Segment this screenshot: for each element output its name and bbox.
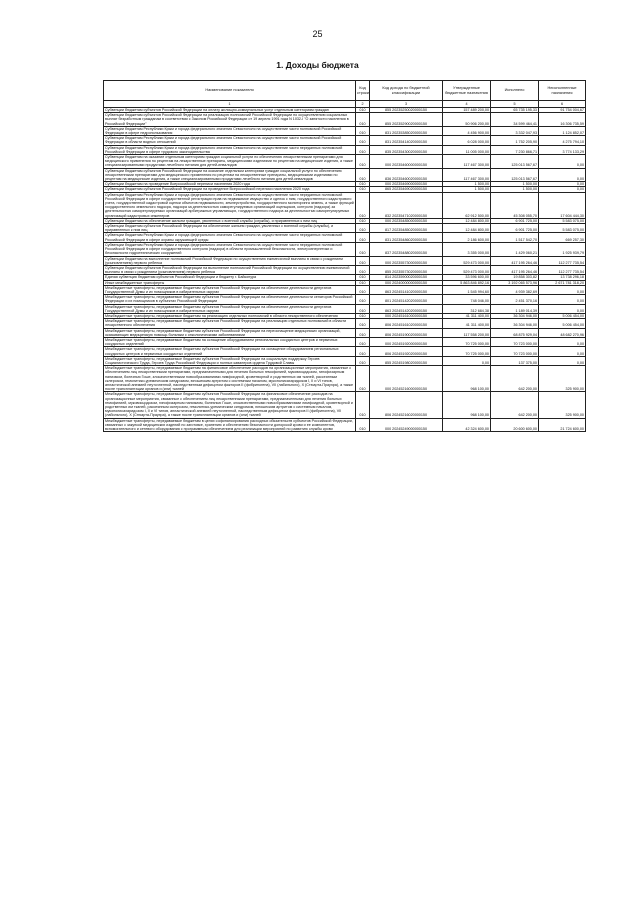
row-executed: 1 429 060,21 bbox=[491, 242, 539, 256]
row-executed: 3 192 065 573,96 bbox=[491, 280, 539, 285]
row-budget-code: 832 20235471020000150 bbox=[370, 192, 443, 218]
row-budget-code: 000 20245161000000150 bbox=[370, 313, 443, 318]
row-line-code: 010 bbox=[356, 256, 370, 265]
row-executed: 137 375,00 bbox=[491, 356, 539, 365]
row-line-code: 010 bbox=[356, 224, 370, 233]
row-name: Единая субвенция бюджетам субъектов Российской Федерации и бюджету г. Байконура bbox=[104, 275, 356, 280]
table-row bbox=[104, 113, 586, 127]
row-unexecuted: 3 774 133,29 bbox=[539, 145, 586, 154]
row-approved: 1 500,00 bbox=[443, 182, 491, 187]
row-name: Субвенции бюджетам Республики Крым и города федерального значения Севастополя на осуществление части полномочий Российской Федерации в области водных отношений bbox=[104, 136, 356, 145]
row-line-code: 010 bbox=[356, 113, 370, 127]
row-approved: 11 005 000,00 bbox=[443, 145, 491, 154]
row-line-code: 010 bbox=[356, 366, 370, 392]
row-name: Субвенции бюджетам Республики Крым и города федерального значения Севастополя на осуществление части переданных полномочий Российской Федерации в сфере государственного контроля (надзора) в области промышленной безопасности, электроэнергетики и безопасности гидротехнических сооружений bbox=[104, 242, 356, 256]
row-unexecuted: 0,00 bbox=[539, 304, 586, 313]
row-budget-code: 831 20235385020000150 bbox=[370, 126, 443, 135]
column-number: 2 bbox=[356, 101, 370, 108]
row-approved: 4 456 900,00 bbox=[443, 126, 491, 135]
column-number: 6 bbox=[539, 101, 586, 108]
row-unexecuted: 0,00 bbox=[539, 337, 586, 346]
row-unexecuted: 0,00 bbox=[539, 155, 586, 169]
row-name: Межбюджетные трансферты, передаваемые бюджетам субъектов Российской Федерации на финансовое обеспечение расходов на организационные мероприятия, связанные с обеспечением лиц лекарственными препаратами, предназначенными для лечения больных гемофилией, муковисцидозом, гипофизарным нанизмом, болезнью Гоше, злокачественными новообразованиями лимфоидной, кроветворной и родственных им тканей, рассеянным склерозом, гемолитико-уремическим синдромом, юношеским артритом с системным началом, мукополисахаридозом I, II и VI типов, апластической анемией неуточненной, наследственным дефицитом факторов II (фибриногена), VII (лабильного), X (Стюарта-Прауэра), а также после трансплантации органов и (или) тканей bbox=[104, 392, 356, 418]
row-approved: 157 489 200,00 bbox=[443, 108, 491, 113]
row-unexecuted: 5 006 454,00 bbox=[539, 319, 586, 328]
row-budget-code: 835 20235430020000150 bbox=[370, 145, 443, 154]
row-name: Субвенции бюджетам субъектов Российской Федерации на оплату жилищно-коммунальных услуг отдельным категориям граждан bbox=[104, 108, 356, 113]
row-name: Субвенции бюджетам субъектов Российской Федерации на обеспечение жильем граждан, уволенных с военной службы (службы), и приравненных к ним лиц bbox=[104, 224, 356, 233]
table-row bbox=[104, 285, 586, 294]
row-unexecuted: 669 257,30 bbox=[539, 233, 586, 242]
row-executed: 1 500,00 bbox=[491, 187, 539, 192]
row-executed: 125 013 567,67 bbox=[491, 168, 539, 182]
header-plan: Утвержденные бюджетные назначения bbox=[443, 81, 491, 101]
row-name: Субвенции бюджетам Республики Крым и города федерального значения Севастополя на осуществление части переданных полномочий Российской Федерации в сфере трудового законодательства bbox=[104, 145, 356, 154]
row-line-code: 010 bbox=[356, 155, 370, 169]
row-budget-code: 806 20245192020000150 bbox=[370, 347, 443, 356]
row-unexecuted: 0,00 bbox=[539, 182, 586, 187]
row-executed: 70 723 000,00 bbox=[491, 337, 539, 346]
row-unexecuted: 112 277 735,54 bbox=[539, 256, 586, 265]
row-name: Субвенции бюджетам субъектов Российской Федерации на выполнение полномочий Российской Федерации по осуществлению ежемесячной выплаты в связи с рождением (усыновлением) первого ребенка bbox=[104, 265, 356, 274]
row-budget-code: 831 20235486020000150 bbox=[370, 233, 443, 242]
row-unexecuted: 17 604 444,30 bbox=[539, 192, 586, 218]
table-row bbox=[104, 233, 586, 242]
table-row bbox=[104, 392, 586, 418]
row-name: Субвенции бюджетам субъектов Российской Федерации на оказание отдельным категориям граждан социальной услуги по обеспечению лекарственными препаратами для медицинского применения по рецептам на лекарственные препараты, медицинскими изделиями по рецептам на медицинские изделия, а также специализированными продуктами лечебного питания для детей-инвалидов bbox=[104, 168, 356, 182]
row-name: Межбюджетные трансферты, передаваемые бюджетам субъектов Российской Федерации на социальную поддержку Героев Социалистического Труда, Героев Труда Российской Федерации и полных кавалеров ордена Трудовой Славы bbox=[104, 356, 356, 365]
row-budget-code: 806 20245161020000150 bbox=[370, 319, 443, 328]
row-approved: 748 046,00 bbox=[443, 295, 491, 304]
table-row bbox=[104, 155, 586, 169]
table-row bbox=[104, 328, 586, 337]
table-row bbox=[104, 295, 586, 304]
row-budget-code: 000 20235469000000150 bbox=[370, 182, 443, 187]
row-unexecuted: 112 277 735,54 bbox=[539, 265, 586, 274]
row-unexecuted: 0,00 bbox=[539, 295, 586, 304]
row-line-code: 010 bbox=[356, 145, 370, 154]
row-executed: 1 517 542,70 bbox=[491, 233, 539, 242]
row-unexecuted: 48 682 270,96 bbox=[539, 328, 586, 337]
table-header-row bbox=[104, 81, 586, 101]
row-budget-code: 863 20245141020000150 bbox=[370, 285, 443, 294]
row-line-code: 010 bbox=[356, 356, 370, 365]
row-approved: 62 912 500,00 bbox=[443, 192, 491, 218]
row-budget-code: 000 20245216000000150 bbox=[370, 366, 443, 392]
row-budget-code: 865 20235469020000150 bbox=[370, 187, 443, 192]
table-row bbox=[104, 145, 586, 154]
row-executed: 36 304 946,00 bbox=[491, 313, 539, 318]
row-budget-code: 000 20235485000000150 bbox=[370, 218, 443, 223]
row-approved: 12 484 800,00 bbox=[443, 224, 491, 233]
row-budget-code: 801 20245142020000150 bbox=[370, 295, 443, 304]
row-line-code: 010 bbox=[356, 319, 370, 328]
table-row bbox=[104, 242, 586, 256]
row-line-code: 010 bbox=[356, 280, 370, 285]
row-budget-code: 000 20240000000000150 bbox=[370, 280, 443, 285]
row-executed: 3 332 047,93 bbox=[491, 126, 539, 135]
row-approved: 1 500,00 bbox=[443, 187, 491, 192]
row-approved: 41 311 400,00 bbox=[443, 319, 491, 328]
row-name: Субвенции бюджетам на обеспечение жильем граждан, уволенных с военной службы (службы), и приравненных к ним лиц bbox=[104, 218, 356, 223]
row-line-code: 010 bbox=[356, 233, 370, 242]
row-approved: 312 684,38 bbox=[443, 304, 491, 313]
row-approved: 968 100,00 bbox=[443, 392, 491, 418]
row-line-code: 010 bbox=[356, 136, 370, 145]
row-unexecuted: 16 306 735,59 bbox=[539, 113, 586, 127]
row-executed: 6 901 725,00 bbox=[491, 218, 539, 223]
row-line-code: 010 bbox=[356, 242, 370, 256]
row-line-code: 010 bbox=[356, 347, 370, 356]
row-name: Межбюджетные трансферты, передаваемые бюджетам субъектов Российской Федерации на реализацию отдельных полномочий в области лекарственного обеспечения bbox=[104, 319, 356, 328]
row-line-code: 010 bbox=[356, 192, 370, 218]
row-executed: 34 599 464,41 bbox=[491, 113, 539, 127]
row-unexecuted: 325 900,00 bbox=[539, 366, 586, 392]
column-number-row bbox=[104, 101, 586, 108]
row-name: Иные межбюджетные трансферты bbox=[104, 280, 356, 285]
row-line-code: 010 bbox=[356, 304, 370, 313]
row-executed: 2 451 370,16 bbox=[491, 295, 539, 304]
revenue-table bbox=[103, 80, 586, 432]
row-approved: 41 311 400,00 bbox=[443, 313, 491, 318]
row-unexecuted: 0,00 bbox=[539, 285, 586, 294]
row-executed: 19 858 303,82 bbox=[491, 275, 539, 280]
row-line-code: 010 bbox=[356, 313, 370, 318]
row-executed: 4 939 382,69 bbox=[491, 285, 539, 294]
row-budget-code: 837 20235488020000150 bbox=[370, 242, 443, 256]
row-name: Субвенции бюджетам Республики Крым и города федерального значения Севастополя на осуществление части переданных полномочий Российской Федерации в сфере охраны окружающей среды bbox=[104, 233, 356, 242]
row-budget-code: 000 20245249000000150 bbox=[370, 418, 443, 432]
row-executed: 68 875 929,04 bbox=[491, 328, 539, 337]
row-name: Субвенции бюджетам Республики Крым и города федерального значения Севастополя на осуществление части переданных полномочий Российской Федерации в сфере государственной регистрации прав на недвижимое имущество и сделок с ним, государственного кадастрового учета, государственной кадастровой оценки объектов недвижимости, землеустройства, государственного мониторинга земель, а также функций государственного земельного надзора, надзора за деятельностью саморегулируемых организаций оценщиков, контроля (надзора) за деятельностью саморегулируемых организаций арбитражных управляющих, государственного надзора за деятельностью саморегулируемых организаций кадастровых инженеров bbox=[105, 192, 354, 218]
row-approved: 12 484 800,00 bbox=[443, 218, 491, 223]
row-approved: 70 725 000,00 bbox=[443, 337, 491, 346]
row-name: Межбюджетные трансферты, передаваемые бюджетам субъектов Российской Федерации на обеспечение деятельности депутатов Государственной Думы и их помощников в избирательных округах bbox=[104, 304, 356, 313]
row-approved: 968 100,00 bbox=[443, 366, 491, 392]
row-approved: 5 863 846 892,16 bbox=[443, 280, 491, 285]
row-unexecuted: 0,00 bbox=[539, 347, 586, 356]
row-unexecuted: 325 900,00 bbox=[539, 392, 586, 418]
row-unexecuted: 2 671 781 318,20 bbox=[539, 280, 586, 285]
row-executed: 1 752 205,90 bbox=[491, 136, 539, 145]
row-unexecuted: 13 738 296,18 bbox=[539, 275, 586, 280]
row-executed: 70 723 000,00 bbox=[491, 347, 539, 356]
column-number: 1 bbox=[104, 101, 356, 108]
row-executed: 642 200,00 bbox=[491, 392, 539, 418]
row-name: Межбюджетные трансферты, передаваемые бюджетам субъектов Российской Федерации на обеспечение деятельности сенаторов Российской Федерации и их помощников в субъектах Российской Федерации bbox=[104, 295, 356, 304]
row-budget-code: 000 20235460000000150 bbox=[370, 155, 443, 169]
row-name: Межбюджетные трансферты, передаваемые бюджетам субъектов Российской Федерации на переоснащение медицинских организаций, оказывающих медицинскую помощь больным с онкологическими заболеваниями bbox=[104, 328, 356, 337]
row-line-code: 010 bbox=[356, 218, 370, 223]
table-row bbox=[104, 319, 586, 328]
table-row bbox=[104, 224, 586, 233]
row-approved: 0,00 bbox=[443, 356, 491, 365]
row-approved: 3 355 000,00 bbox=[443, 242, 491, 256]
table-row bbox=[104, 366, 586, 392]
row-line-code: 010 bbox=[356, 265, 370, 274]
page-number: 25 bbox=[312, 29, 323, 39]
row-approved: 117 467 300,00 bbox=[443, 168, 491, 182]
column-number: 3 bbox=[370, 101, 443, 108]
header-line: Код строки bbox=[356, 81, 370, 101]
row-unexecuted: 1 124 852,07 bbox=[539, 126, 586, 135]
table-row bbox=[104, 256, 586, 265]
row-line-code: 010 bbox=[356, 168, 370, 182]
table-body bbox=[104, 108, 586, 432]
row-unexecuted: 91 754 004,67 bbox=[539, 108, 586, 113]
row-budget-code: 863 20245142020000150 bbox=[370, 304, 443, 313]
row-line-code: 010 bbox=[356, 187, 370, 192]
header-rest: Неисполненные назначения bbox=[539, 81, 586, 101]
row-executed: 1 500,00 bbox=[491, 182, 539, 187]
row-name: Субвенции бюджетам субъектов Российской Федерации на проведение Всероссийской переписи населения 2020 года bbox=[104, 187, 356, 192]
row-name: Межбюджетные трансферты, передаваемые бюджетам на оснащение оборудованием региональных сосудистых центров и первичных сосудистых отделений bbox=[104, 337, 356, 346]
row-name: Межбюджетные трансферты, передаваемые бюджетам субъектов Российской Федерации на оснащение оборудованием региональных сосудистых центров и первичных сосудистых отделений bbox=[104, 347, 356, 356]
table-row bbox=[104, 192, 586, 218]
row-budget-code: 855 20235573020000150 bbox=[370, 265, 443, 274]
row-unexecuted: 5 583 075,00 bbox=[539, 224, 586, 233]
row-unexecuted: 0,00 bbox=[539, 168, 586, 182]
row-approved: 70 725 000,00 bbox=[443, 347, 491, 356]
row-budget-code: 836 20235460020000150 bbox=[370, 168, 443, 182]
header-name: Наименование показателя bbox=[104, 81, 356, 101]
row-approved: 1 545 994,60 bbox=[443, 285, 491, 294]
row-name: Межбюджетные трансферты, передаваемые бюджетам в целях софинансирования расходных обязательств субъектов Российской Федерации, связанных с закупкой медицинских изделий по заготовке, хранению и обеспечению безопасности донорской крови и ее компонентов, вспомогательного и сетевого оборудования с программным обеспечением для реализации мероприятий по развитию службы крови bbox=[104, 418, 356, 432]
row-approved: 50 906 200,00 bbox=[443, 113, 491, 127]
row-budget-code: 806 20245190020000150 bbox=[370, 328, 443, 337]
header-code: Код дохода по бюджетной классификации bbox=[370, 81, 443, 101]
row-name: Межбюджетные трансферты, передаваемые бюджетам на реализацию отдельных полномочий в области лекарственного обеспечения bbox=[104, 313, 356, 318]
row-approved: 42 324 600,00 bbox=[443, 418, 491, 432]
row-budget-code: 806 20245216020000150 bbox=[370, 392, 443, 418]
row-name: Субвенции бюджетам субъектов Российской Федерации на реализацию полномочий Российской Федерации по осуществлению социальных выплат безработным гражданам в соответствии с Законом Российской Федерации от 19 апреля 1991 года N 1032-I "О занятости населения в Российской Федерации" bbox=[104, 113, 356, 127]
row-approved: 117 467 300,00 bbox=[443, 155, 491, 169]
row-budget-code: 855 20235250020000150 bbox=[370, 108, 443, 113]
row-name: Межбюджетные трансферты, передаваемые бюджетам субъектов Российской Федерации на обеспечение деятельности депутатов Государственной Думы и их помощников в избирательных округах bbox=[104, 285, 356, 294]
row-executed: 417 195 264,46 bbox=[491, 256, 539, 265]
row-executed: 6 901 725,00 bbox=[491, 224, 539, 233]
row-executed: 36 304 946,00 bbox=[491, 319, 539, 328]
row-name: Субвенции бюджетам на оказание отдельным категориям граждан социальной услуги по обеспечению лекарственными препаратами для медицинского применения по рецептам на лекарственные препараты, медицинскими изделиями по рецептам на медицинские изделия, а также специализированными продуктами лечебного питания для детей-инвалидов bbox=[104, 155, 356, 169]
row-name: Субвенции бюджетам на выполнение полномочий Российской Федерации по осуществлению ежемесячной выплаты в связи с рождением (усыновлением) первого ребенка bbox=[104, 256, 356, 265]
table-row bbox=[104, 356, 586, 365]
row-approved: 529 473 000,00 bbox=[443, 256, 491, 265]
row-budget-code: 814 20235900020000150 bbox=[370, 275, 443, 280]
row-unexecuted: 0,00 bbox=[539, 356, 586, 365]
row-line-code: 010 bbox=[356, 275, 370, 280]
row-executed: 642 200,00 bbox=[491, 366, 539, 392]
table-row bbox=[104, 337, 586, 346]
row-budget-code: 000 20235573000000150 bbox=[370, 256, 443, 265]
row-approved: 529 473 000,00 bbox=[443, 265, 491, 274]
row-line-code: 010 bbox=[356, 182, 370, 187]
row-executed: 7 230 866,71 bbox=[491, 145, 539, 154]
row-name: Межбюджетные трансферты, передаваемые бюджетам на финансовое обеспечение расходов на организационные мероприятия, связанные с обеспечением лиц лекарственными препаратами, предназначенными для лечения больных гемофилией, муковисцидозом, гипофизарным нанизмом, болезнью Гоше, злокачественными новообразованиями лимфоидной, кроветворной и родственных им тканей, рассеянным склерозом, гемолитико-уремическим синдромом, юношеским артритом с системным началом, мукополисахаридозом I, II и VI типов, апластической анемией неуточненной, наследственным дефицитом факторов II (фибриногена), VII (лабильного), X (Стюарта-Прауэра), а также после трансплантации органов и (или) тканей bbox=[104, 366, 356, 392]
header-exec: Исполнено bbox=[491, 81, 539, 101]
row-approved: 2 186 600,00 bbox=[443, 233, 491, 242]
table-row bbox=[104, 304, 586, 313]
row-executed: 20 600 600,00 bbox=[491, 418, 539, 432]
row-executed: 65 735 195,33 bbox=[491, 108, 539, 113]
row-name: Субвенции бюджетам на проведение Всероссийской переписи населения 2020 года bbox=[104, 182, 356, 187]
table-row bbox=[104, 126, 586, 135]
table-row bbox=[104, 136, 586, 145]
table-row bbox=[104, 265, 586, 274]
row-budget-code: 831 20235414020000150 bbox=[370, 136, 443, 145]
row-budget-code: 000 20245192000000150 bbox=[370, 337, 443, 346]
row-unexecuted: 5 583 075,00 bbox=[539, 218, 586, 223]
row-budget-code: 817 20235485020000150 bbox=[370, 224, 443, 233]
row-line-code: 010 bbox=[356, 328, 370, 337]
row-unexecuted: 5 006 454,00 bbox=[539, 313, 586, 318]
row-budget-code: 855 20235290020000150 bbox=[370, 113, 443, 127]
row-unexecuted: 21 724 600,00 bbox=[539, 418, 586, 432]
row-executed: 1 189 014,39 bbox=[491, 304, 539, 313]
row-executed: 45 308 055,70 bbox=[491, 192, 539, 218]
table-row bbox=[104, 347, 586, 356]
row-approved: 6 028 000,00 bbox=[443, 136, 491, 145]
row-unexecuted: 1 925 939,79 bbox=[539, 242, 586, 256]
row-budget-code: 855 20245198020000150 bbox=[370, 356, 443, 365]
row-approved: 117 558 200,00 bbox=[443, 328, 491, 337]
table-row bbox=[104, 418, 586, 432]
row-line-code: 010 bbox=[356, 418, 370, 432]
row-line-code: 010 bbox=[356, 108, 370, 113]
section-heading: 1. Доходы бюджета bbox=[276, 60, 359, 70]
row-unexecuted: 4 275 794,10 bbox=[539, 136, 586, 145]
table-row bbox=[104, 168, 586, 182]
row-line-code: 010 bbox=[356, 285, 370, 294]
row-line-code: 010 bbox=[356, 392, 370, 418]
row-line-code: 010 bbox=[356, 337, 370, 346]
row-line-code: 010 bbox=[356, 295, 370, 304]
column-number: 4 bbox=[443, 101, 491, 108]
row-executed: 417 195 264,46 bbox=[491, 265, 539, 274]
row-unexecuted: 0,00 bbox=[539, 187, 586, 192]
row-name: Субвенции бюджетам Республики Крым и города федерального значения Севастополя на осуществление части полномочий Российской Федерации в сфере недропользования bbox=[104, 126, 356, 135]
row-approved: 33 596 600,00 bbox=[443, 275, 491, 280]
column-number: 5 bbox=[491, 101, 539, 108]
row-executed: 125 013 567,67 bbox=[491, 155, 539, 169]
row-line-code: 010 bbox=[356, 126, 370, 135]
